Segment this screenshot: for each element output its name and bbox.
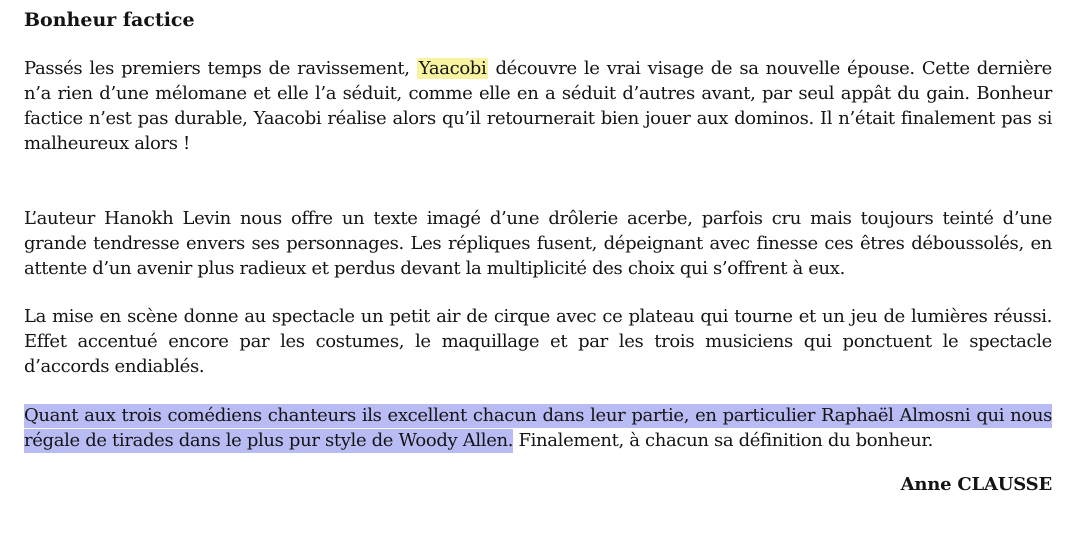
highlighted-name: Yaacobi [418, 58, 487, 79]
paragraph-4-rest: Finalement, à chacun sa définition du bonheur. [513, 430, 933, 451]
article-title: Bonheur factice [24, 9, 195, 31]
paragraph-4 [24, 403, 1052, 453]
document-page [24, 8, 1052, 497]
author-signature: Anne CLAUSSE [900, 474, 1052, 495]
highlighted-passage: Quant aux trois comédiens chanteurs ils excellent chacun dans leur partie, en particulier Raphaël Almosni qui nous régale de tirades dans le plus pur style de Woody Allen. [24, 405, 1052, 451]
paragraph-1 [24, 56, 1052, 156]
paragraph-3: La mise en scène donne au spectacle un petit air de cirque avec ce plateau qui tourne et un jeu de lumières réussi. Effet accentué encore par les costumes, le maquillage et par les trois musiciens qui ponctuent le spectacle d’accords endiablés. [24, 306, 1052, 377]
paragraph-2: L’auteur Hanokh Levin nous offre un texte imagé d’une drôlerie acerbe, parfois cru mais toujours teinté d’une grande tendresse envers ses personnages. Les répliques fusent, dépeignant avec finesse ces êtres déboussolés, en attente d’un avenir plus radieux et perdus devant la multiplicité des choix qui s’offrent à eux. [24, 208, 1052, 279]
paragraph-1-rest: découvre le vrai visage de sa nouvelle épouse. Cette dernière n’a rien d’une mélomane et elle l’a séduit, comme elle en a séduit d’autres avant, par seul appât du gain. Bonheur factice n’est pas durable, Yaacobi réalise alors qu’il retournerait bien jouer aux dominos. Il n’était finalement pas si malheureux alors ! [24, 58, 1052, 154]
paragraph-1-intro: Passés les premiers temps de ravissement, [24, 58, 417, 79]
